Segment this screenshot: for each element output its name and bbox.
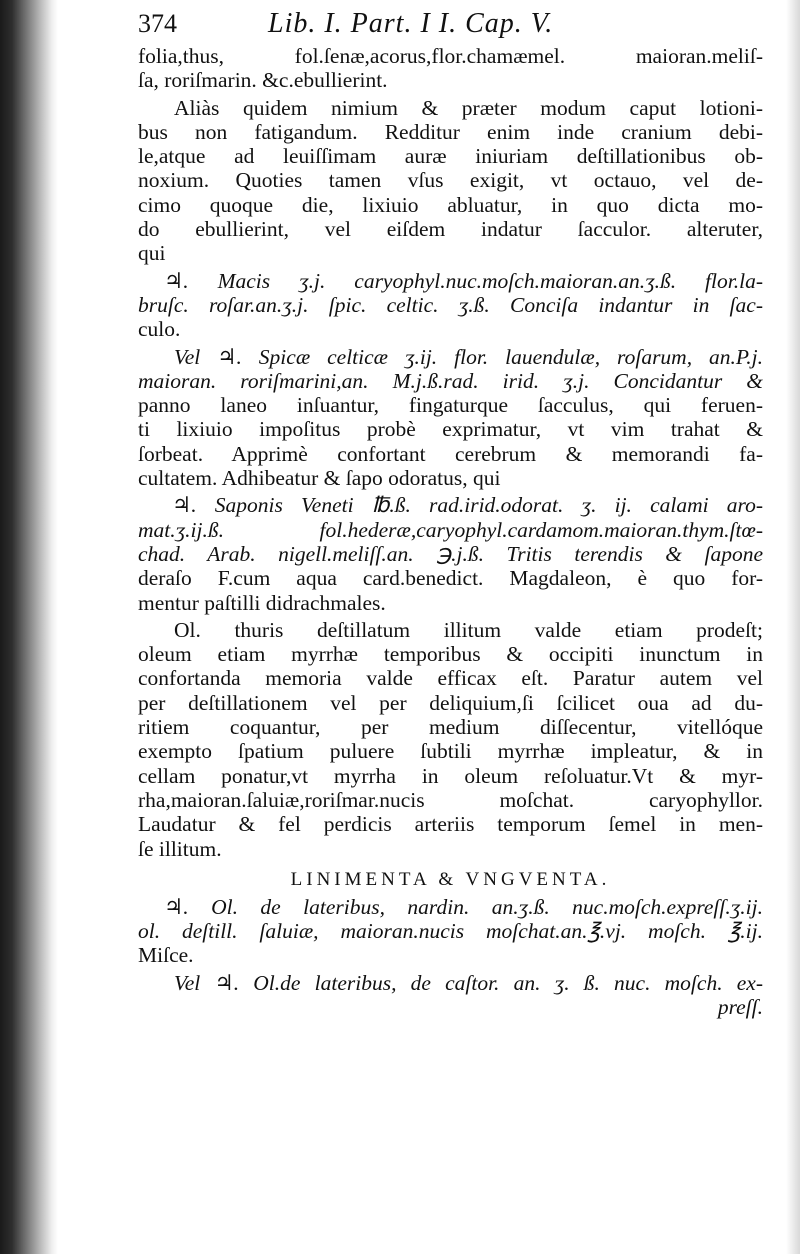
text-line: Miſce. <box>138 943 194 968</box>
text-line: ritiem coquantur, per medium diſſecentur, vitellóque <box>138 715 763 740</box>
page-number: 374 <box>138 9 177 38</box>
text-line: le,atque ad leuiſſimam auræ iniuriam deſtillationibus ob- <box>138 144 763 169</box>
text-line: culo. <box>138 317 181 342</box>
book-gutter-shadow <box>0 0 58 1254</box>
text-line: bus non fatigandum. Redditur enim inde cranium debi- <box>138 119 763 144</box>
liniment-recipes <box>138 895 763 1019</box>
page-edge-shadow <box>786 0 800 1254</box>
text-line: Laudatur & fel perdicis arteriis temporum ſemel in men- <box>138 812 763 837</box>
text-line: ſa, roriſmarin. &c.ebullierint. <box>138 68 388 93</box>
page-header <box>138 4 763 44</box>
section-heading: LINIMENTA & VNGVENTA. <box>290 868 611 890</box>
recipe-line: maioran. roriſmarini,an. M.j.ß.rad. irid. ʒ.j. Concidantur & <box>138 368 763 393</box>
recipe-line: Vel ♃. Ol.de lateribus, de caſtor. an. ʒ. ß. nuc. moſch. ex- <box>174 970 763 995</box>
text-line: Aliàs quidem nimium & præter modum caput lotioni- <box>174 95 763 120</box>
text-line: oleum etiam myrrhæ temporibus & occipiti inunctum in <box>138 642 763 667</box>
recipe-line: Vel ♃. Spicæ celticæ ʒ.ij. flor. lauendulæ, roſarum, an.P.j. <box>174 344 763 369</box>
text-line: ti lixiuio impoſitus probè exprimatur, vt vim trahat & <box>138 417 763 442</box>
running-title: Lib. I. Part. I I. Cap. V. <box>268 8 554 39</box>
body-text <box>138 44 763 861</box>
text-line: exempto ſpatium puluere ſubtili myrrhæ impleatur, & in <box>138 739 763 764</box>
text-line: ſorbeat. Apprimè confortant cerebrum & memorandi fa- <box>138 441 763 466</box>
recipe-line: ol. deſtill. ſaluiæ, maioran.nucis moſchat.an.℥.vj. moſch. ℥.ij. <box>138 919 763 944</box>
text-line: folia,thus, fol.ſenæ,acorus,flor.chamæmel. maioran.meliſ- <box>138 44 763 68</box>
recipe-line: ♃. Ol. de lateribus, nardin. an.ʒ.ß. nuc.moſch.expreſſ.ʒ.ij. <box>164 894 763 919</box>
text-line: Ol. thuris deſtillatum illitum valde etiam prodeſt; <box>174 617 763 642</box>
recipe-line: mat.ʒ.ij.ß. fol.hederæ,caryophyl.cardamom.maioran.thym.ſtœ- <box>138 517 763 542</box>
text-line: per deſtillationem vel per deliquium,ſi ſcilicet oua ad du- <box>138 690 763 715</box>
text-line: cellam ponatur,vt myrrha in oleum reſoluatur.Vt & myr- <box>138 763 763 788</box>
recipe-line: bruſc. roſar.an.ʒ.j. ſpic. celtic. ʒ.ß. Conciſa indantur in ſac- <box>138 292 763 317</box>
book-page <box>138 4 763 1019</box>
text-line: mentur paſtilli didrachmales. <box>138 590 386 615</box>
text-line: do ebullierint, vel eiſdem indatur ſacculor. alteruter, <box>138 217 763 242</box>
text-line: panno laneo inſuantur, fingaturque ſacculus, qui feruen- <box>138 393 763 418</box>
text-line: noxium. Quoties tamen vſus exigit, vt octauo, vel de- <box>138 168 763 193</box>
text-line: ſe illitum. <box>138 836 222 861</box>
recipe-line: ♃. Macis ʒ.j. caryophyl.nuc.moſch.maioran.an.ʒ.ß. flor.la- <box>164 268 763 293</box>
recipe-line: preſſ. <box>717 994 763 1019</box>
text-line: cimo quoque die, lixiuio abluatur, in quo dicta mo- <box>138 192 763 217</box>
recipe-line: chad. Arab. nigell.meliſſ.an. ℈.j.ß. Tritis terendis & ſapone <box>138 541 763 566</box>
recipe-line: ♃. Saponis Veneti ℔.ß. rad.irid.odorat. ʒ. ij. calami aro- <box>172 493 763 518</box>
text-line: cultatem. Adhibeatur & ſapo odoratus, qui <box>138 466 501 491</box>
text-line: confortanda memoria valde efficax eſt. Paratur autem vel <box>138 666 763 691</box>
text-line: deraſo F.cum aqua card.benedict. Magdaleon, è quo for- <box>138 566 763 591</box>
text-line: rha,maioran.ſaluiæ,roriſmar.nucis moſchat. caryophyllor. <box>138 787 763 812</box>
text-line: qui <box>138 241 166 266</box>
